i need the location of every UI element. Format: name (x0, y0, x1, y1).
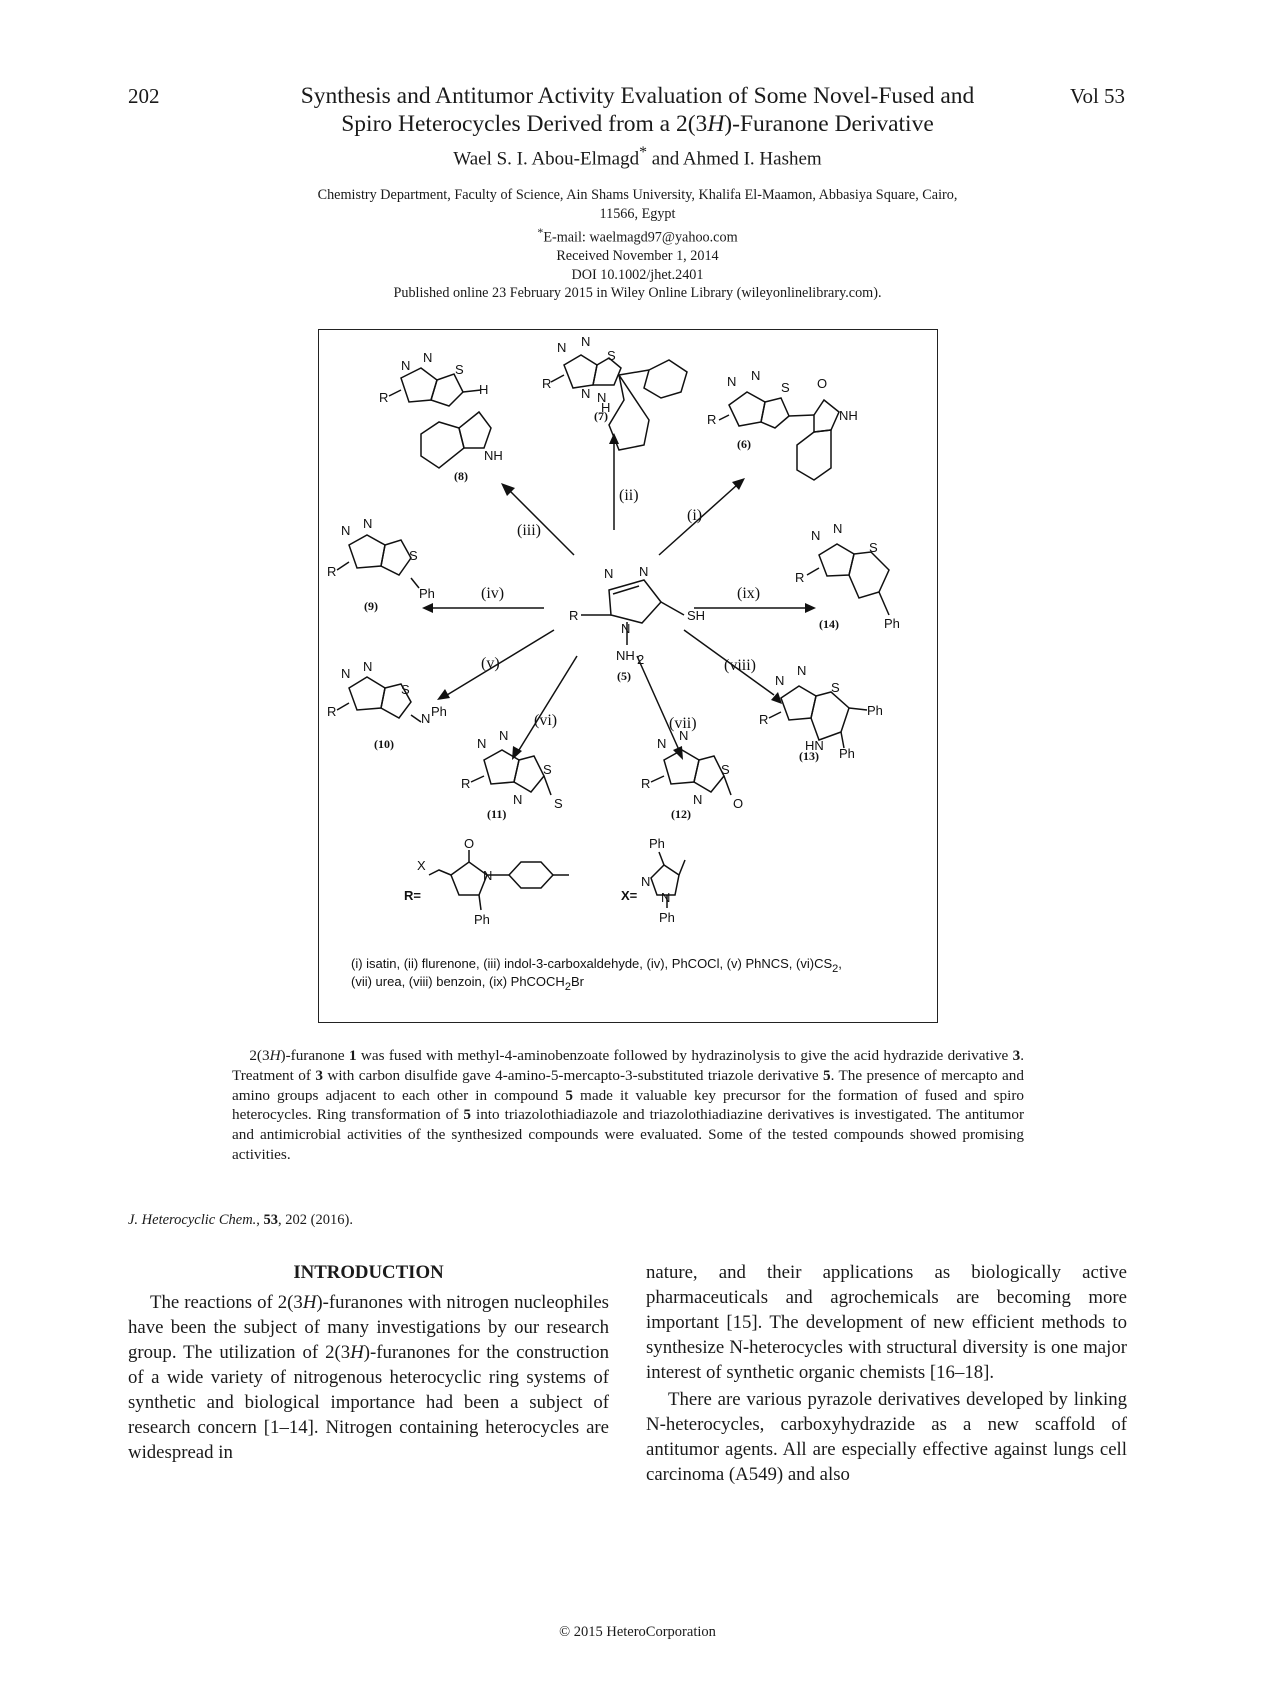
section-heading: INTRODUCTION (293, 1262, 444, 1283)
svg-text:Ph: Ph (649, 836, 665, 851)
authors: Wael S. I. Abou-Elmagd* and Ahmed I. Hashem (453, 144, 822, 170)
svg-text:S: S (721, 762, 730, 777)
svg-text:N: N (639, 564, 649, 579)
journal-citation: J. Heterocyclic Chem., 53, 202 (2016). (128, 1212, 353, 1228)
article-title (240, 82, 1035, 138)
svg-text:O: O (464, 836, 475, 851)
svg-text:(13): (13) (799, 749, 819, 763)
title-line-2: Spiro Heterocycles Derived from a 2(3H)-Furanone Derivative (341, 111, 934, 137)
x-definition (621, 836, 685, 925)
svg-text:S: S (409, 548, 418, 563)
svg-text:(10): (10) (374, 737, 394, 751)
svg-text:(vi): (vi) (534, 712, 558, 729)
svg-text:Ph: Ph (884, 616, 900, 631)
r-definition (404, 836, 569, 927)
compound-9 (327, 516, 435, 613)
svg-text:S: S (455, 362, 464, 377)
svg-text:N: N (661, 890, 671, 905)
svg-text:N: N (341, 666, 351, 681)
svg-text:Ph: Ph (659, 910, 675, 925)
svg-text:N: N (797, 663, 807, 678)
page-number: 202 (128, 84, 160, 108)
reagent-legend-line-1: (i) isatin, (ii) flurenone, (iii) indol-3-carboxaldehyde, (iv), PhCOCl, (v) PhNCS, $(vi)CS_2$, (351, 956, 842, 975)
svg-text:N: N (833, 521, 843, 536)
svg-text:R: R (795, 570, 805, 585)
svg-text:R: R (379, 390, 389, 405)
svg-text:(ii): (ii) (619, 487, 639, 504)
affiliation-cont: 11566, Egypt (599, 205, 676, 222)
svg-text:X=: X= (621, 888, 638, 903)
svg-text:(8): (8) (454, 469, 468, 483)
svg-text:S: S (781, 380, 790, 395)
svg-text:(vii): (vii) (669, 715, 697, 732)
compound-13 (759, 663, 883, 763)
svg-text:S: S (831, 680, 840, 695)
svg-text:NH: NH (484, 448, 503, 463)
svg-text:N: N (363, 516, 373, 531)
svg-text:HN: HN (805, 738, 824, 753)
svg-text:R: R (327, 704, 337, 719)
svg-text:R: R (569, 608, 579, 623)
left-column (128, 1290, 609, 1465)
svg-text:(12): (12) (671, 807, 691, 821)
doi: DOI 10.1002/jhet.2401 (571, 266, 704, 283)
svg-text:(ix): (ix) (737, 585, 761, 602)
svg-text:N: N (421, 711, 431, 726)
compound-7 (542, 334, 687, 450)
scheme-drawing (319, 330, 939, 1024)
svg-text:Ph: Ph (431, 704, 447, 719)
svg-text:NH: NH (616, 648, 635, 663)
svg-text:Ph: Ph (839, 746, 855, 761)
svg-text:N: N (557, 340, 567, 355)
svg-text:H: H (479, 382, 489, 397)
svg-text:S: S (554, 796, 563, 811)
svg-text:R: R (641, 776, 651, 791)
email: *E-mail: waelmagd97@yahoo.com (537, 225, 738, 246)
reagent-legend-line-2: (vii) urea, (viii) benzoin, (ix) PhCOCH$_2$Br (351, 974, 584, 993)
svg-text:N: N (693, 792, 703, 807)
svg-text:(11): (11) (487, 807, 507, 821)
affiliation: Chemistry Department, Faculty of Science, Ain Shams University, Khalifa El-Maamon, Abbasiya Square, Cairo, (317, 187, 958, 203)
svg-text:(viii): (viii) (724, 657, 756, 674)
svg-text:O: O (733, 796, 744, 811)
svg-text:N: N (423, 350, 433, 365)
svg-text:S: S (607, 348, 616, 363)
svg-text:H: H (601, 400, 611, 415)
svg-text:N: N (499, 728, 509, 743)
copyright: © 2015 HeteroCorporation (559, 1624, 716, 1640)
svg-text:N: N (363, 659, 373, 674)
compound-12 (641, 728, 743, 821)
svg-text:SH: SH (687, 608, 706, 623)
svg-text:(v): (v) (481, 655, 500, 672)
svg-text:S: S (401, 682, 410, 697)
svg-text:(7): (7) (594, 409, 608, 423)
svg-text:(9): (9) (364, 599, 378, 613)
compound-14 (795, 521, 900, 631)
svg-text:(6): (6) (737, 437, 751, 451)
svg-text:N: N (751, 368, 761, 383)
svg-text:R: R (461, 776, 471, 791)
svg-text:R: R (327, 564, 337, 579)
paragraph: The reactions of 2(3H)-furanones with nitrogen nucleophiles have been the subject of many investigations by our research group. The utilization of 2(3H)-furanones for the construction of a wide variety of nitrogenous heterocyclic ring systems of synthetic and biological importance had been a subject of research concern [1–14]. Nitrogen containing heterocycles are widespread in (128, 1292, 609, 1463)
svg-text:S: S (869, 540, 878, 555)
svg-text:R: R (707, 412, 717, 427)
affiliation-block (230, 186, 1045, 303)
svg-text:(14): (14) (819, 617, 839, 631)
svg-text:N: N (604, 566, 614, 581)
svg-text:N: N (621, 621, 631, 636)
svg-text:(iii): (iii) (517, 522, 541, 539)
svg-text:N: N (401, 358, 411, 373)
svg-text:N: N (483, 868, 493, 883)
svg-text:(iv): (iv) (481, 585, 505, 602)
svg-text:Ph: Ph (474, 912, 490, 927)
svg-text:N: N (657, 736, 667, 751)
svg-text:N: N (581, 386, 591, 401)
compound-5 (569, 564, 705, 683)
svg-text:N: N (641, 874, 651, 889)
received-date: Received November 1, 2014 (556, 248, 719, 265)
paragraph: There are various pyrazole derivatives developed by linking N-heterocycles, carboxyhydrazide as a new scaffold of antitumor agents. All are especially effective against lungs cell carcinoma (A549) and also (646, 1389, 1127, 1485)
svg-text:N: N (727, 374, 737, 389)
right-column (646, 1260, 1127, 1487)
svg-text:(i): (i) (687, 507, 703, 524)
compound-10 (327, 659, 447, 751)
abstract: 2(3H)-furanone 1 was fused with methyl-4-aminobenzoate followed by hydrazinolysis to give the acid hydrazide derivative 3. Treatment of 3 with carbon disulfide gave 4-amino-5-mercapto-3-substituted triazole derivative 5. The presence of mercapto and amino groups adjacent to each other in compound 5 made it valuable key precursor for the formation of fused and spiro heterocycles. Ring transformation of 5 into triazolothiadiazole and triazolothiadiazine derivatives is investigated. The antitumor and antimicrobial activities of the synthesized compounds were evaluated. Some of the tested compounds showed promising activities. (232, 1047, 1025, 1163)
svg-text:NH: NH (839, 408, 858, 423)
conditions (481, 487, 760, 732)
svg-text:R: R (542, 376, 552, 391)
svg-text:S: S (543, 762, 552, 777)
reaction-scheme (318, 329, 938, 1023)
compound-8 (379, 350, 503, 483)
svg-text:R: R (759, 712, 769, 727)
svg-text:N: N (775, 673, 785, 688)
title-line-1: Synthesis and Antitumor Activity Evaluation of Some Novel-Fused and (300, 83, 975, 109)
svg-text:Ph: Ph (419, 586, 435, 601)
svg-text:N: N (679, 728, 689, 743)
svg-text:R=: R= (404, 888, 421, 903)
compound-6 (707, 368, 858, 480)
svg-text:N: N (581, 334, 591, 349)
volume-label: Vol 53 (1070, 84, 1126, 108)
svg-text:N: N (811, 528, 821, 543)
published-online: Published online 23 February 2015 in Wiley Online Library (wileyonlinelibrary.com). (393, 285, 882, 302)
svg-text:Ph: Ph (867, 703, 883, 718)
paragraph: nature, and their applications as biologically active pharmaceuticals and agrochemicals are becoming more important [15]. The development of new efficient methods to synthesize N-heterocycles with structural diversity is one major interest of synthetic organic chemists [16–18]. (646, 1262, 1127, 1383)
svg-text:(5): (5) (617, 669, 631, 683)
svg-text:N: N (477, 736, 487, 751)
svg-text:N: N (341, 523, 351, 538)
svg-text:O: O (817, 376, 828, 391)
svg-text:N: N (597, 390, 607, 405)
svg-text:2: 2 (637, 652, 645, 667)
compound-11 (461, 728, 563, 821)
svg-text:N: N (513, 792, 523, 807)
svg-text:X: X (417, 858, 426, 873)
